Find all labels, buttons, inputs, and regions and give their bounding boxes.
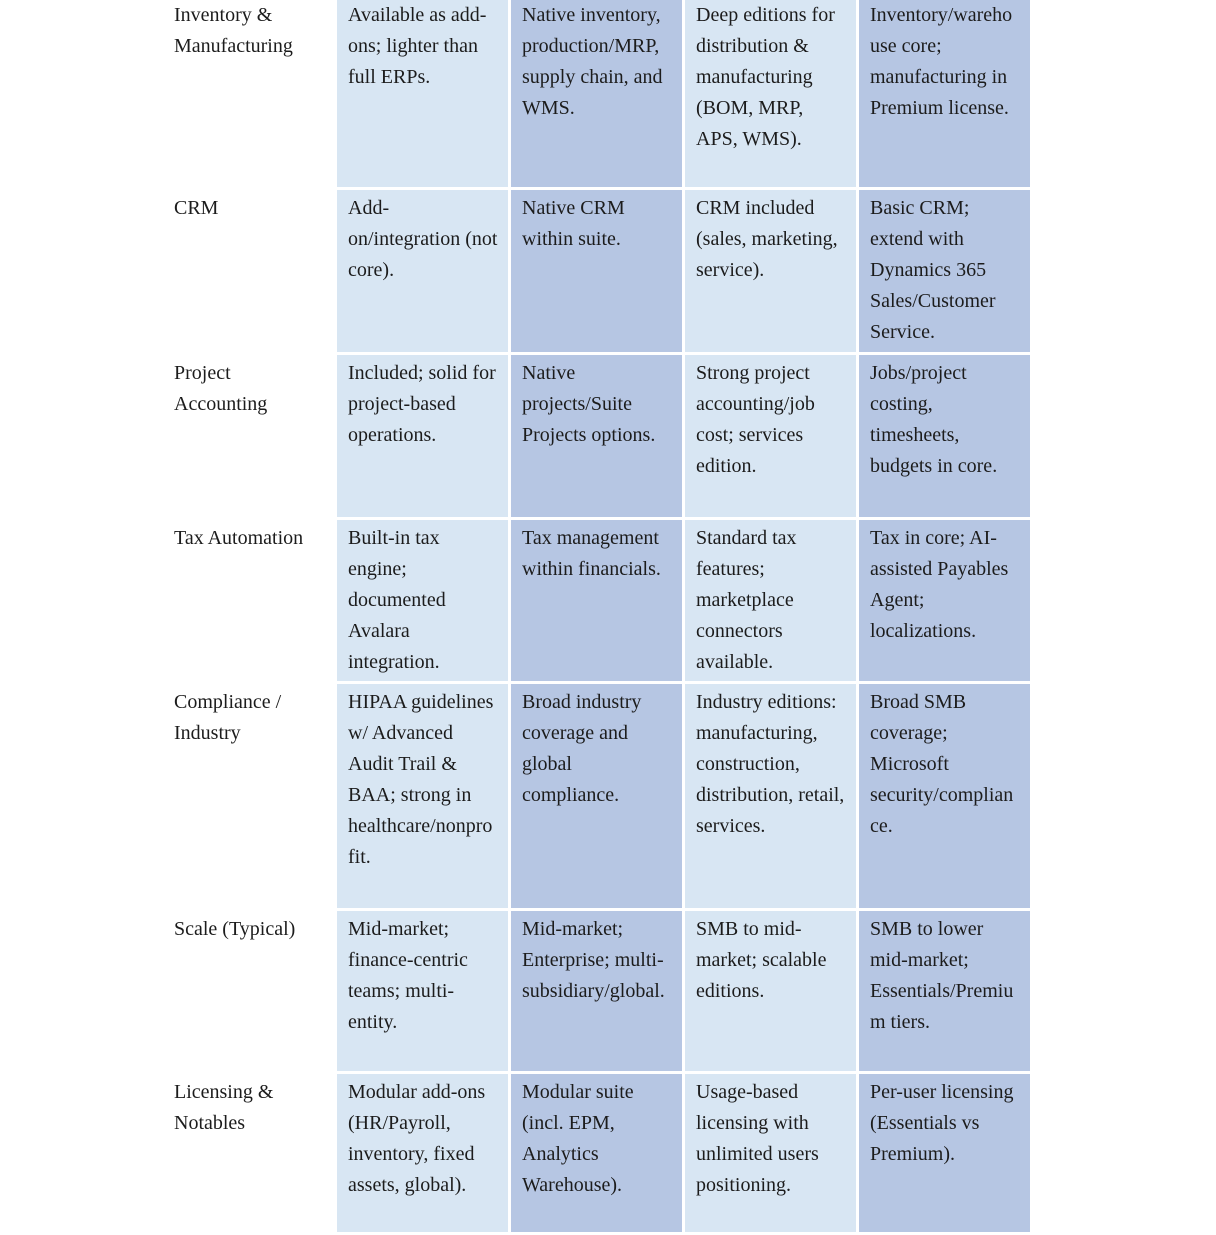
row-label: Inventory & Manufacturing [174, 4, 293, 57]
table-cell: Industry editions: manufacturing, construction, distribution, retail, services. [685, 684, 856, 908]
table-cell: Jobs/project costing, timesheets, budgets in core. [859, 355, 1030, 517]
row-label: Compliance / Industry [174, 691, 282, 744]
row-label: Scale (Typical) [174, 918, 296, 940]
table-cell: Tax in core; AI-assisted Payables Agent; localizations. [859, 520, 1030, 681]
table-cell: Native CRM within suite. [511, 190, 682, 352]
table-cell: Deep editions for distribution & manufacturing (BOM, MRP, APS, WMS). [685, 0, 856, 187]
table-cell: Usage-based licensing with unlimited users positioning. [685, 1074, 856, 1232]
table-cell: Broad industry coverage and global compliance. [511, 684, 682, 908]
row-label: Licensing & Notables [174, 1081, 274, 1134]
table-cell: Modular suite (incl. EPM, Analytics Warehouse). [511, 1074, 682, 1232]
table-row [163, 911, 1030, 1071]
table-cell: Inventory/warehouse core; manufacturing in Premium license. [859, 0, 1030, 187]
table-cell: Standard tax features; marketplace connectors available. [685, 520, 856, 681]
table-cell: Per-user licensing (Essentials vs Premium). [859, 1074, 1030, 1232]
table-cell: Native projects/Suite Projects options. [511, 355, 682, 517]
table-row [163, 520, 1030, 681]
table-cell: Modular add-ons (HR/Payroll, inventory, fixed assets, global). [337, 1074, 508, 1232]
table-cell: Mid-market; finance-centric teams; multi-entity. [337, 911, 508, 1071]
table-cell: Broad SMB coverage; Microsoft security/compliance. [859, 684, 1030, 908]
table-cell: Available as add-ons; lighter than full ERPs. [337, 0, 508, 187]
table-cell: CRM included (sales, marketing, service). [685, 190, 856, 352]
table-cell: SMB to lower mid-market; Essentials/Premium tiers. [859, 911, 1030, 1071]
row-label: Project Accounting [174, 362, 268, 415]
table-row [163, 355, 1030, 517]
table-row [163, 190, 1030, 352]
erp-comparison-table [160, 0, 1033, 1235]
table-row [163, 684, 1030, 908]
table-row [163, 1074, 1030, 1232]
row-label: CRM [174, 197, 219, 219]
table-row [163, 0, 1030, 187]
table-cell: Tax management within financials. [511, 520, 682, 681]
table-cell: Built-in tax engine; documented Avalara integration. [337, 520, 508, 681]
table-cell: Native inventory, production/MRP, supply chain, and WMS. [511, 0, 682, 187]
table-cell: Mid-market; Enterprise; multi-subsidiary/global. [511, 911, 682, 1071]
row-label: Tax Automation [174, 527, 304, 549]
table-cell: Basic CRM; extend with Dynamics 365 Sales/Customer Service. [859, 190, 1030, 352]
table-cell: SMB to mid-market; scalable editions. [685, 911, 856, 1071]
table-cell: Included; solid for project-based operations. [337, 355, 508, 517]
table-cell: Add-on/integration (not core). [337, 190, 508, 352]
table-cell: HIPAA guidelines w/ Advanced Audit Trail & BAA; strong in healthcare/nonprofit. [337, 684, 508, 908]
table-cell: Strong project accounting/job cost; services edition. [685, 355, 856, 517]
